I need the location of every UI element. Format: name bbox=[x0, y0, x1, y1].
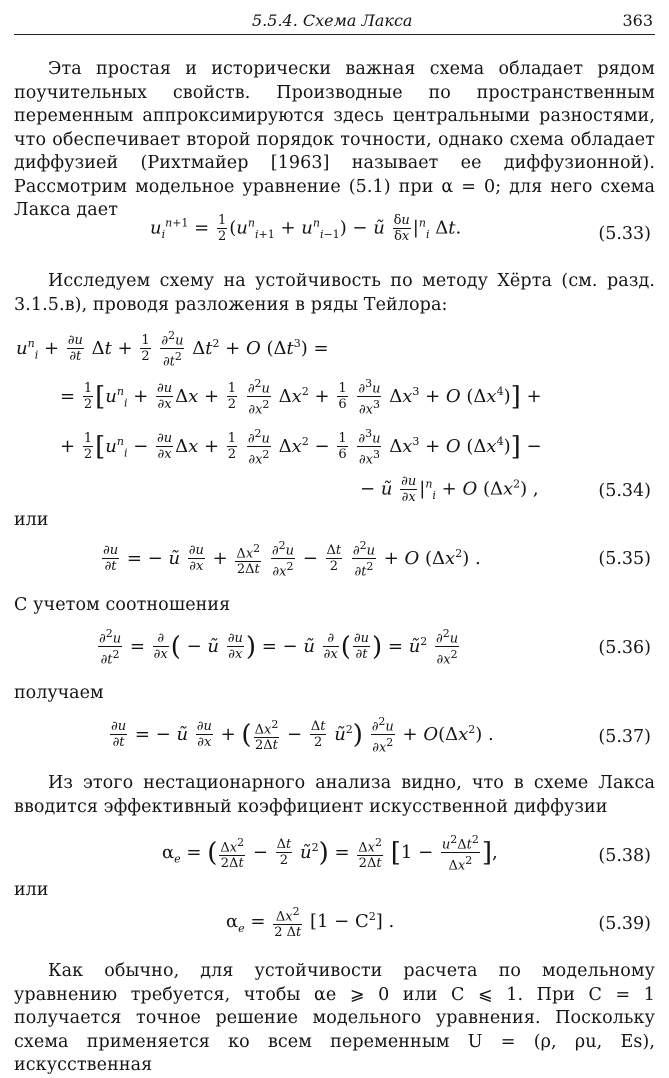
paragraph-stability: Исследуем схему на устойчивость по методу Хёрта (см. разд. 3.1.5.в), проводя разложения в ряды Тейлора: bbox=[14, 271, 655, 315]
equation-5-36: $\frac{\partial^2u}{\partial t^2}$ = $\frac{\partial}{\partial x}$ ( − ũ $\frac{\partial u}{\partial x}$ ) = − ũ $\frac{\partial}{\partial x}$ ( $\frac{\partial u}{\partial t}$ ) = $ũ^2$ $\frac{\partial^2u}{\partial x^2}$ bbox=[99, 627, 459, 668]
word-ili: или bbox=[14, 880, 49, 900]
equation-number: (5.38) bbox=[598, 846, 651, 866]
paragraph-diffusion: Из этого нестационарного анализа видно, что в схеме Лакса вводится эффективный коэффициент искусственной диффузии bbox=[14, 773, 655, 817]
equation-number: (5.35) bbox=[598, 549, 651, 569]
equation-5-35: $\frac{\partial u}{\partial t}$ = − ũ $\frac{\partial u}{\partial x}$ + $\frac{\Delta x^2}{2\Delta t}$ $\frac{\partial^2u}{\partial x^2}$ − $\frac{\Delta t}{2}$ $\frac{\partial^2u}{\partial t^2}$ + O $(\Delta x^2)$ . bbox=[103, 539, 481, 580]
equation-5-33: $u_i^{n+1}$ = $\frac{1}{2}$ $(u^n_{i+1} + u^n_{i-1})$ − ũ $\frac{\delta u}{\delta x}$ $|^n_i$ Δt. bbox=[150, 213, 462, 244]
equation-number: (5.37) bbox=[598, 727, 651, 747]
equation-5-34-line2: = $\frac{1}{2}$ [$u^n_i$ + $\frac{\partial u}{\partial x}$ Δx + $\frac{1}{2}$ $\frac{\partial^2u}{\partial x^2}$ $\Delta x^2$ + $\frac{1}{6}$ $\frac{\partial^3u}{\partial x^3}$ $\Delta x^3 + O$ $(\Delta x^4)$] + bbox=[60, 377, 542, 418]
equation-number: (5.39) bbox=[598, 914, 651, 934]
word-ili: или bbox=[14, 510, 49, 530]
paragraph-relation: С учетом соотношения bbox=[14, 595, 231, 615]
equation-5-37: $\frac{\partial u}{\partial t}$ = − ũ $\frac{\partial u}{\partial x}$ + ( $\frac{\Delta x^2}{2\Delta t}$ − $\frac{\Delta t}{2}$ $ũ^2$) $\frac{\partial^2u}{\partial x^2}$ + $O(\Delta x^2)$ . bbox=[111, 715, 494, 756]
equation-number: (5.34) bbox=[598, 481, 651, 501]
running-header bbox=[14, 8, 655, 35]
equation-5-38: $\alpha_e$ = ( $\frac{\Delta x^2}{2\Delta t}$ − $\frac{\Delta t}{2}$ $ũ^2$) = $\frac{\Delta x^2}{2\Delta t}$ [1 − $\frac{u^2\Delta t^2}{\Delta x^2}$ ], bbox=[162, 833, 498, 874]
equation-number: (5.33) bbox=[598, 224, 651, 244]
header-title: 5.5.4. Схема Лакса bbox=[252, 11, 413, 30]
equation-5-34-line4: − ũ $\frac{\partial u}{\partial x}$ $|^n_i + O$ $(\Delta x^2)$ , bbox=[360, 474, 539, 505]
equation-5-34-line1: $u^n_i$ + $\frac{\partial u}{\partial t}$ Δt + $\frac{1}{2}$ $\frac{\partial^2u}{\partial t^2}$ $\Delta t^2 + O$ $(\Delta t^3)$ = bbox=[16, 329, 329, 370]
equation-5-34-line3: + $\frac{1}{2}$ [$u^n_i$ − $\frac{\partial u}{\partial x}$ Δx + $\frac{1}{2}$ $\frac{\partial^2u}{\partial x^2}$ $\Delta x^2$ − $\frac{1}{6}$ $\frac{\partial^3u}{\partial x^3}$ $\Delta x^3 + O$ $(\Delta x^4)$] − bbox=[60, 427, 542, 468]
equation-number: (5.36) bbox=[598, 638, 651, 658]
paragraph-stability-condition: Как обычно, для устойчивости расчета по модельному уравнению требуется, чтобы αe ⩾ 0 или C ⩽ 1. При C = 1 получается точное решение модельного уравнения. Поскольку схема применяется ко всем переменным U = (ρ, ρu, Es), искусственная bbox=[14, 961, 655, 1075]
paragraph-intro: Эта простая и исторически важная схема обладает рядом поучительных свойств. Производные по пространственным переменным аппроксимируются здесь центральными разностями, что обеспечивает второй порядок точности, однако схема обладает диффузией (Рихтмайер [1963] называет ее диффузионной). Рассмотрим модельное уравнение (5.1) при α = 0; для него схема Лакса дает bbox=[14, 59, 655, 220]
word-poluchaem: получаем bbox=[14, 683, 104, 703]
page-number: 363 bbox=[622, 11, 653, 30]
equation-5-39: $\alpha_e$ = $\frac{\Delta x^2}{2 \Delta t}$ $[1 - C^2]$ . bbox=[226, 905, 395, 941]
